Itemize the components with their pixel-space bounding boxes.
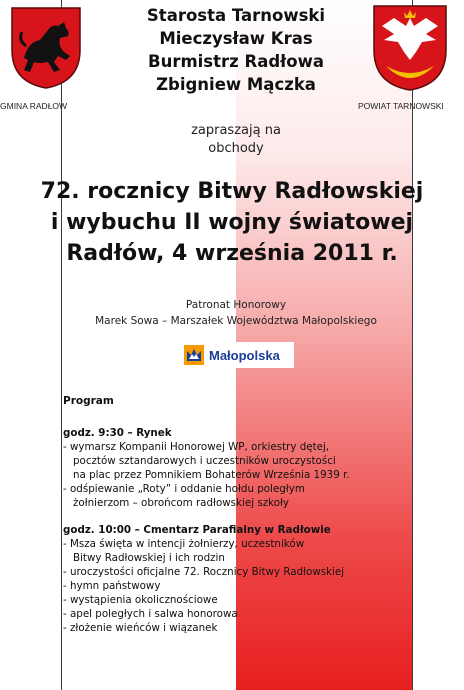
header-line: Starosta Tarnowski: [146, 6, 326, 25]
program-item-text: - wymarsz Kompanii Honorowej WP, orkiestry dętej,: [63, 441, 330, 454]
program-time-heading: godz. 9:30 – Rynek: [63, 427, 172, 439]
invitation-line: zapraszają na: [191, 123, 281, 138]
program-item: [63, 440, 408, 482]
radlow-coat-of-arms-icon: [10, 6, 82, 90]
program-item: [63, 565, 408, 579]
malopolska-logo-icon: [184, 345, 204, 365]
organizers-header: [80, 4, 392, 96]
program-item-continuation: Bitwy Radłowskiej i ich rodzin: [73, 551, 225, 564]
header-line: Zbigniew Mączka: [156, 75, 316, 94]
patronage-label: Patronat Honorowy: [185, 299, 287, 311]
patronage-name: Marek Sowa – Marszałek Województwa Małopolskiego: [95, 315, 377, 327]
invitation-line: obchody: [208, 141, 264, 156]
program-item-text: - apel poległych i salwa honorowa: [63, 608, 238, 621]
program-item: [63, 607, 408, 621]
program-item-text: - wystąpienia okolicznościowe: [63, 594, 218, 607]
program-item-continuation: pocztów sztandarowych i uczestników uroczystości: [73, 455, 336, 468]
honorary-patronage: [30, 297, 442, 329]
program-item: [63, 579, 408, 593]
program-item: [63, 482, 408, 510]
right-crest-label: POWIAT TARNOWSKI: [358, 101, 444, 111]
event-title: [10, 176, 454, 269]
title-line: i wybuchu II wojny światowej: [50, 210, 414, 235]
program-item-text: - złożenie wieńców i wiązanek: [63, 622, 218, 635]
program-item-continuation: na plac przez Pomnikiem Bohaterów Września 1939 r.: [73, 469, 350, 482]
program-time-heading: godz. 10:00 – Cmentarz Parafialny w Radłowie: [63, 523, 331, 536]
program-block: [63, 523, 408, 636]
logo-text: Małopolska: [209, 347, 280, 363]
malopolska-logo: [182, 342, 294, 368]
header-line: Mieczysław Kras: [159, 29, 313, 48]
program-item: [63, 593, 408, 607]
program-item-text: - hymn państwowy: [63, 579, 161, 592]
program-label: Program: [63, 395, 114, 407]
program-item: [63, 537, 408, 565]
program-item-text: - odśpiewanie „Roty” i oddanie hołdu poległym: [63, 483, 305, 496]
title-line: 72. rocznicy Bitwy Radłowskiej: [40, 179, 424, 204]
title-line: Radłów, 4 września 2011 r.: [66, 241, 398, 266]
program-item-text: - uroczystości oficjalne 72. Rocznicy Bitwy Radłowskiej: [63, 565, 345, 578]
program-item-continuation: żołnierzom – obrońcom radłowskiej szkoły: [73, 497, 290, 510]
program-item-text: - Msza święta w intencji żołnierzy, uczestników: [63, 537, 305, 550]
program-list: [63, 426, 408, 635]
program-block: [63, 426, 408, 511]
invitation-text: [100, 122, 372, 158]
program-item: [63, 621, 408, 635]
left-crest-label: GMINA RADŁOW: [0, 101, 68, 111]
header-line: Burmistrz Radłowa: [148, 52, 324, 71]
